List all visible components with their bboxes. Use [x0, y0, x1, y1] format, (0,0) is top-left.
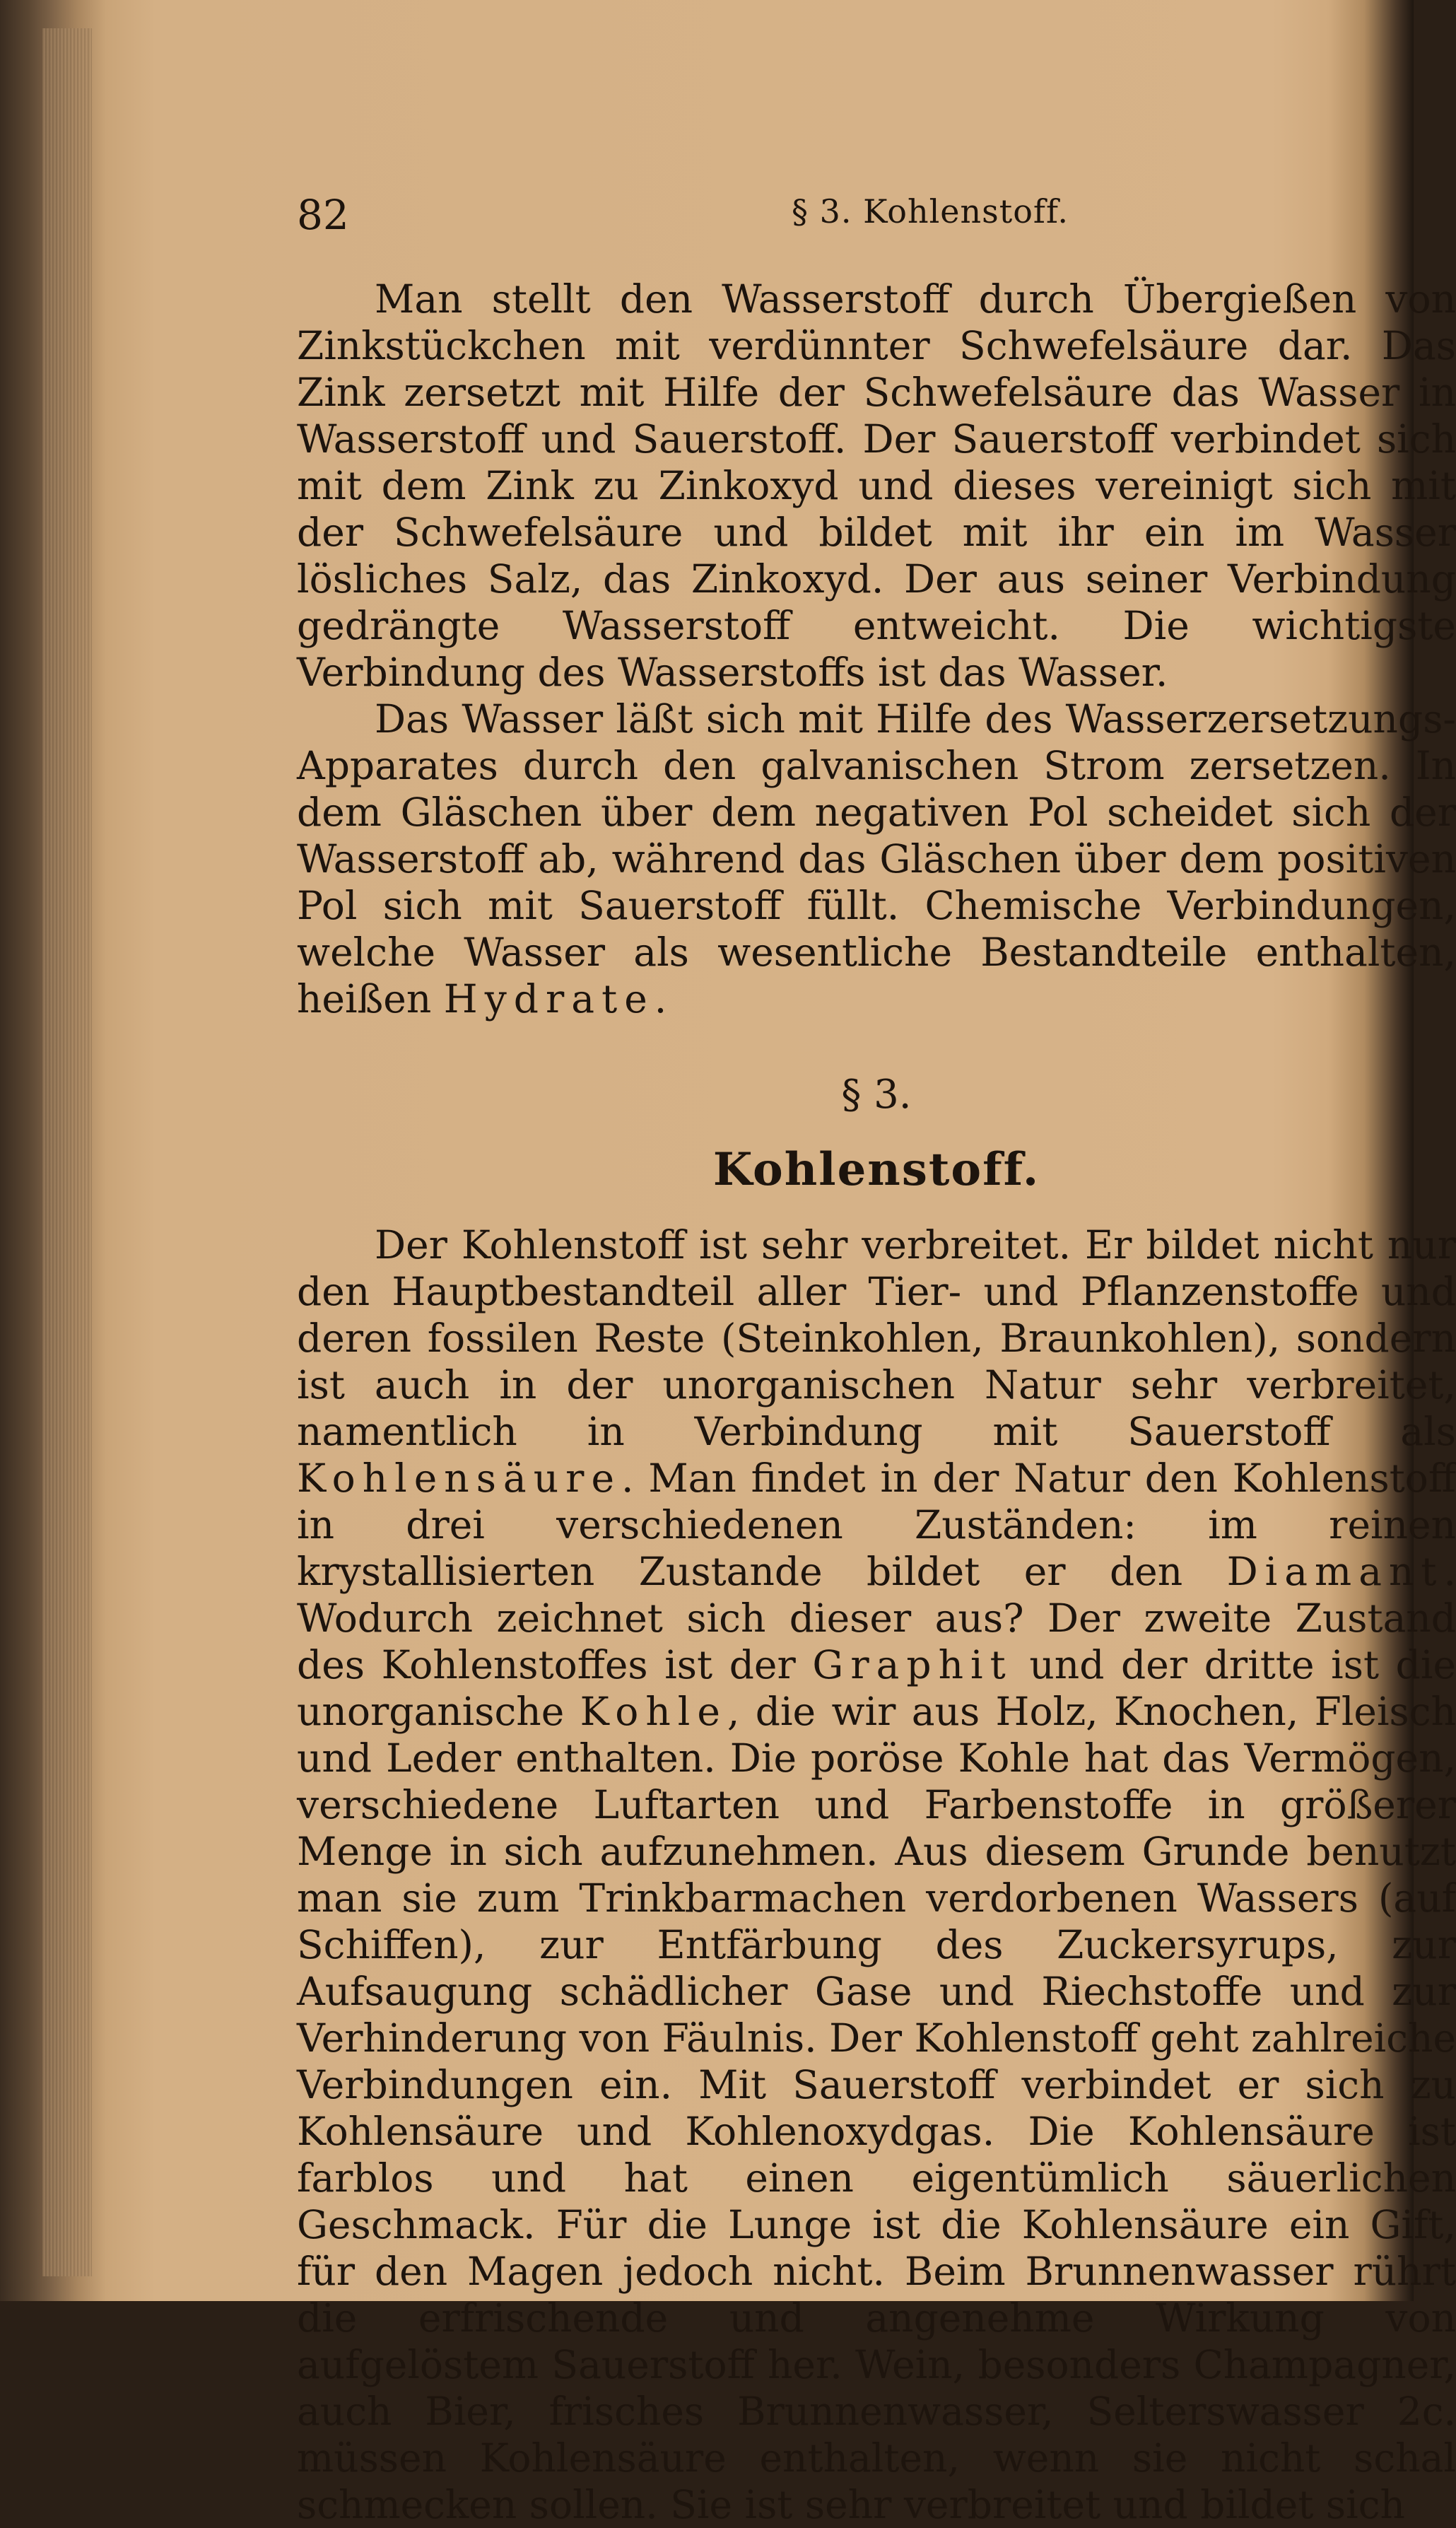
- paragraph-hydrogen: [297, 276, 1456, 696]
- term-kohle: Kohle: [580, 1689, 727, 1734]
- paragraph-text: Man stellt den Wasserstoff durch Übergießen von Zinkstückchen mit verdünnter Schwefelsäure dar. Das Zink zersetzt mit Hilfe der Schwefelsäure das Wasser in Wasserstoff und Sauerstoff. Der Sauerstoff verbindet sich mit dem Zink zu Zinkoxyd und dieses vereinigt sich mit der Schwefelsäure und bildet mit ihr ein im Wasser lösliches Salz, das Zinkoxyd. Der aus seiner Verbindung gedrängte Wasserstoff entweicht. Die wichtigste Verbindung des Wasserstoffs ist das Wasser.: [297, 276, 1456, 695]
- term-kohlensaeure: Kohlensäure: [297, 1456, 621, 1501]
- term-hydrate: Hydrate: [443, 976, 654, 1022]
- paragraph-text: . Man findet in der Natur den Kohlenstoff in drei verschiedenen Zuständen: im reinen krystallisierten Zustande bildet er den: [297, 1456, 1456, 1594]
- book-page: [85, 21, 1456, 2527]
- term-diamant: Diamant: [1226, 1549, 1444, 1594]
- page-body: [297, 276, 1456, 2528]
- paragraph-water: [297, 696, 1456, 1022]
- section-title: Kohlenstoff.: [712, 1143, 1040, 1196]
- paragraph-text: , die wir aus Holz, Knochen, Fleisch und Leder enthalten. Die poröse Kohle hat das Vermögen, verschiedene Luftarten und Farbenstoffe in größerer Menge in sich aufzunehmen. Aus diesem Grunde benutzt man sie zum Trinkbarmachen verdorbenen Wassers (auf Schiffen), zur Entfärbung des Zuckersyrups, zur Aufsaugung schädlicher Gase und Riechstoffe und zur Verhinderung von Fäulnis. Der Kohlenstoff geht zahlreiche Verbindungen ein. Mit Sauerstoff verbindet er sich zu Kohlensäure und Kohlenoxydgas. Die Kohlensäure ist farblos und hat einen eigentümlich säuerlichen Geschmack. Für die Lunge ist die Kohlensäure ein Gift, für den Magen jedoch nicht. Beim Brunnenwasser rührt die erfrischende und angenehme Wirkung von aufgelöstem Sauerstoff her. Wein, besonders Champagner, auch Bier, frisches Brunnenwasser, Selterswasser 2c. müssen Kohlensäure enthalten, wenn sie nicht schal schmecken sollen. Sie ist sehr verbreitet und bildet sich: [297, 1689, 1456, 2527]
- paragraph-carbon: [297, 1222, 1456, 2528]
- punctuation: .: [654, 976, 667, 1022]
- term-graphit: Graphit: [812, 1642, 1013, 1687]
- running-title: § 3. Kohlenstoff.: [792, 192, 1069, 230]
- paragraph-text: . Wodurch zeichnet sich dieser aus? Der zweite Zustand des Kohlenstoffes ist der: [297, 1549, 1456, 1687]
- paragraph-text: und der dritte ist die unorganische: [297, 1642, 1456, 1734]
- paragraph-text: Das Wasser läßt sich mit Hilfe des Wasserzersetzungs-Apparates durch den galvanischen Strom zersetzen. In dem Gläschen über dem negativen Pol scheidet sich der Wasserstoff ab, während das Gläschen über dem positiven Pol sich mit Sauerstoff füllt. Chemische Verbindungen, welche Wasser als wesentliche Bestandteile enthalten, heißen: [297, 696, 1456, 1022]
- page-number: 82: [297, 191, 349, 239]
- running-head: [297, 191, 1428, 247]
- paragraph-text: Der Kohlenstoff ist sehr verbreitet. Er bildet nicht nur den Hauptbestandteil aller Tier- und Pflanzenstoffe und deren fossilen Reste (Steinkohlen, Braunkohlen), sondern ist auch in der unorganischen Natur sehr verbreitet, namentlich in Verbindung mit Sauerstoff als: [297, 1222, 1456, 1454]
- section-number: § 3.: [841, 1072, 912, 1118]
